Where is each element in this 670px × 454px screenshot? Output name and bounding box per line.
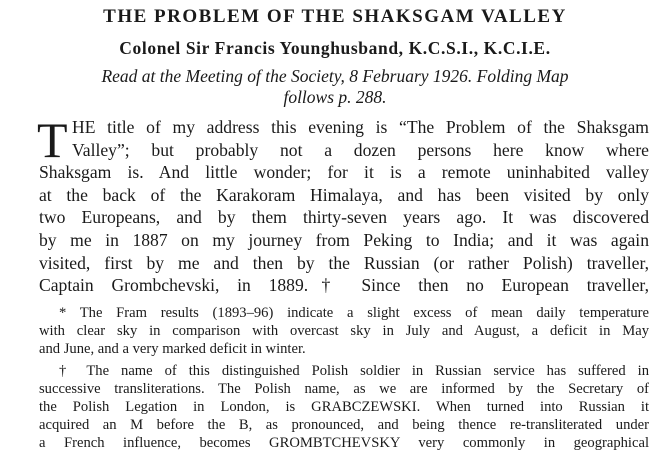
body-paragraph <box>37 112 649 297</box>
footnote-2-line: † The name of this distinguished Polish soldier in Russian service has suffered in <box>59 362 649 379</box>
body-line: at the back of the Karakoram Himalaya, and has been visited by only <box>39 184 649 205</box>
body-line: visited, first by me and then by the Russian (or rather Polish) traveller, <box>39 252 649 273</box>
footnote-2-line: successive transliterations. The Polish name, as we are informed by the Secretary of <box>39 380 649 397</box>
body-line: HE title of my address this evening is “The Problem of the Shaksgam <box>72 117 649 137</box>
footnote-2-line: a French influence, becomes GROMBTCHEVSKY very commonly in geographical <box>39 435 649 452</box>
article-title: THE PROBLEM OF THE SHAKSGAM VALLEY <box>103 6 567 27</box>
body-line: Captain Grombchevski, in 1889.† Since then no European traveller, <box>39 275 649 296</box>
footnote-2-line: the Polish Legation in London, is GRABCZEWSKI. When turned into Russian it <box>39 398 649 415</box>
drop-cap: T <box>37 112 68 168</box>
footnote-1-line: and June, and a very marked deficit in winter. <box>39 341 306 358</box>
body-line: by me in 1887 on my journey from Peking to India; and it was again <box>39 229 649 250</box>
meeting-note-line-2: follows p. 288. <box>283 87 387 107</box>
body-line: Valley”; but probably not a dozen persons here know where <box>72 139 649 160</box>
meeting-note <box>24 66 646 108</box>
footnotes <box>39 304 649 453</box>
body-line: two Europeans, and by them thirty-seven years ago. It was discovered <box>39 207 649 228</box>
footnote-1-line: * The Fram results (1893–96) indicate a slight excess of mean daily temperature <box>59 305 649 321</box>
body-line: Shaksgam is. And little wonder; for it is a remote uninhabited valley <box>39 162 649 183</box>
article-author: Colonel Sir Francis Younghusband, K.C.S.I., K.C.I.E. <box>119 38 551 58</box>
meeting-note-line-1: Read at the Meeting of the Society, 8 February 1926. Folding Map <box>101 66 569 86</box>
footnote-2-line: acquired an M before the B, as pronounced, and being thence re-transliterated under <box>39 417 649 434</box>
footnote-1-line: with clear sky in comparison with overcast sky in July and August, a deficit in May <box>39 323 649 340</box>
